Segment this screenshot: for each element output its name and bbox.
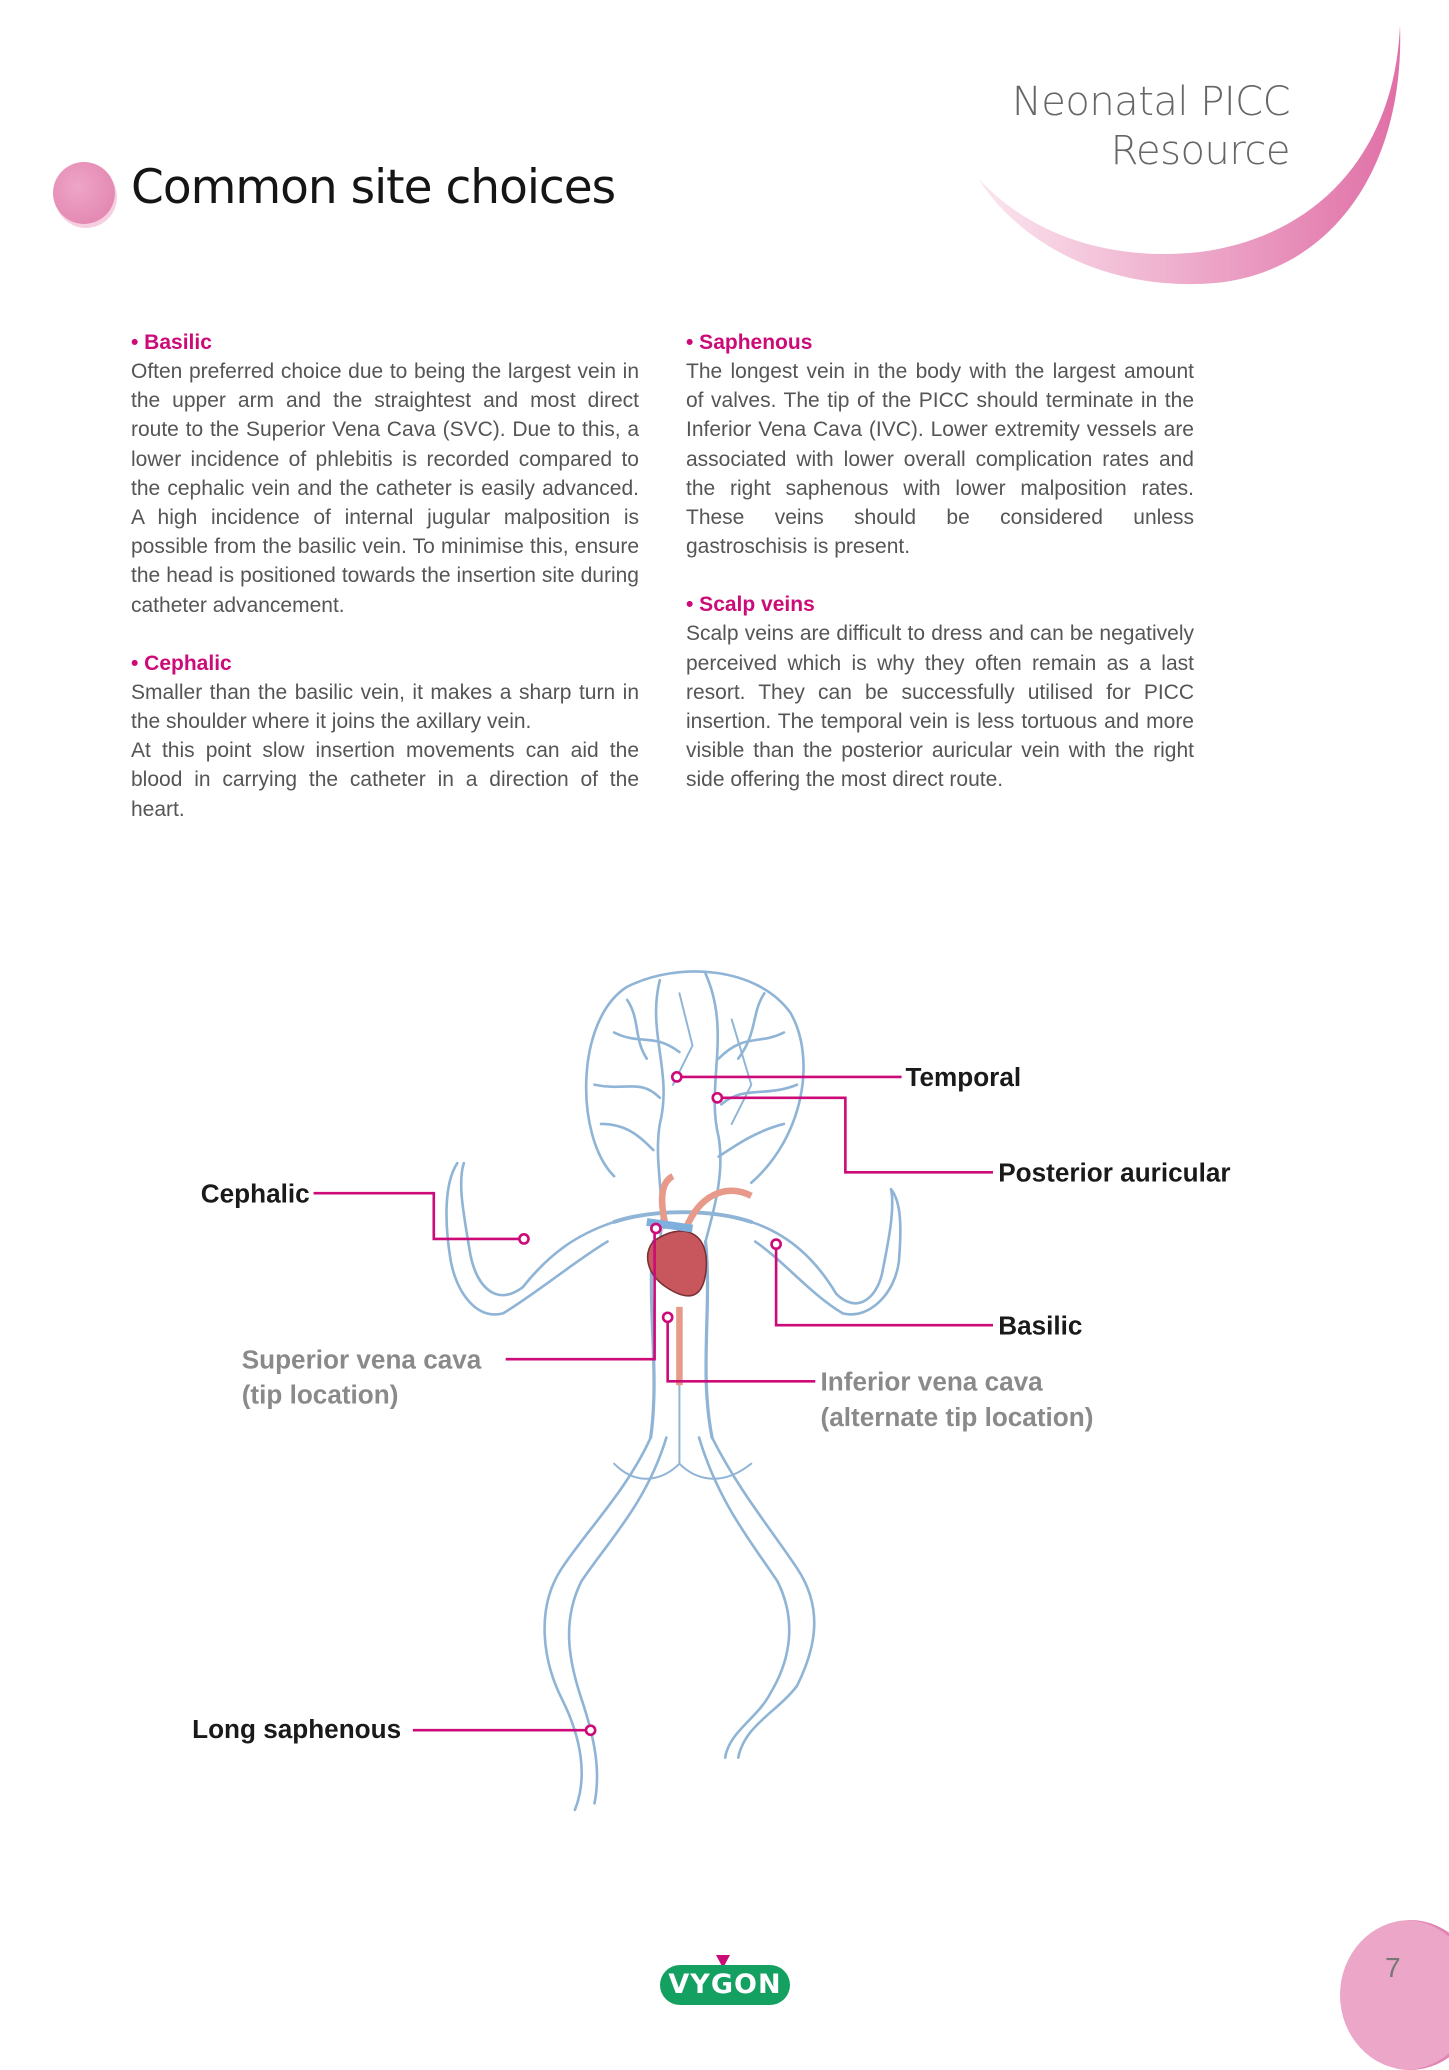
label-basilic: Basilic — [998, 1310, 1083, 1341]
label-svc-note: (tip location) — [241, 1379, 399, 1410]
label-long-saphenous: Long saphenous — [192, 1714, 402, 1745]
header-line1: Neonatal PICC — [1011, 79, 1290, 125]
vygon-logo: VYGON — [660, 1965, 790, 2005]
section-text: At this point slow insertion movements can aid the blood in carrying the catheter in a direction of the heart. — [131, 739, 639, 821]
site-markers — [519, 1072, 780, 1734]
heart-illustration — [647, 1176, 752, 1385]
section-text: Smaller than the basilic vein, it makes a sharp turn in the shoulder where it joins the axillary vein. — [131, 680, 639, 734]
marker-icon — [663, 1313, 672, 1322]
marker-icon — [672, 1072, 681, 1081]
section-text: The longest vein in the body with the largest amount of valves. The tip of the PICC should terminate in the Inferior Vena Cava (IVC). Lower extremity vessels are associated with lower overall complication rates and the right saphenous with lower malposition rates. These veins should be considered unless gastroschisis is present. — [686, 360, 1194, 559]
leader-cephalic — [314, 1193, 519, 1239]
marker-icon — [713, 1093, 722, 1102]
section-text: Often preferred choice due to being the largest vein in the upper arm and the straightest and most direct route to the Superior Vena Cava (SVC). Due to this, a lower incidence of phlebitis is recorded compared to the cephalic vein and the catheter is easily advanced. A high incidence of internal jugular malposition is possible from the basilic vein. To minimise this, ensure the head is positioned towards the insertion site during catheter advancement. — [131, 360, 639, 617]
marker-icon — [772, 1240, 781, 1249]
label-posterior-auricular: Posterior auricular — [998, 1157, 1231, 1188]
label-ivc: Inferior vena cava — [820, 1366, 1043, 1397]
marker-icon — [519, 1234, 528, 1243]
section-heading: • Basilic — [131, 331, 212, 354]
diagram-labels — [192, 1062, 1230, 1744]
header-line2: Resource — [1110, 128, 1290, 174]
marker-icon — [651, 1224, 660, 1233]
section-heading: • Scalp veins — [686, 593, 815, 617]
page-number: 7 — [1385, 1952, 1401, 1983]
label-temporal: Temporal — [905, 1062, 1022, 1093]
section-text: Scalp veins are difficult to dress and can be negatively perceived which is why they often remain as a last resort. They can be successfully utilised for PICC insertion. The temporal vein is less tortuous and more visible than the posterior auricular vein with the right side offering the most direct route. — [686, 622, 1194, 792]
label-ivc-note: (alternate tip location) — [820, 1401, 1094, 1432]
section-heading: • Saphenous — [686, 331, 813, 354]
marker-icon — [586, 1726, 595, 1735]
page-title: Common site choices — [131, 160, 616, 215]
label-cephalic: Cephalic — [200, 1178, 310, 1209]
section-heading: • Cephalic — [131, 651, 232, 675]
leader-posterior-auricular — [723, 1098, 993, 1172]
leader-ivc — [668, 1323, 816, 1382]
label-svc: Superior vena cava — [241, 1344, 482, 1375]
